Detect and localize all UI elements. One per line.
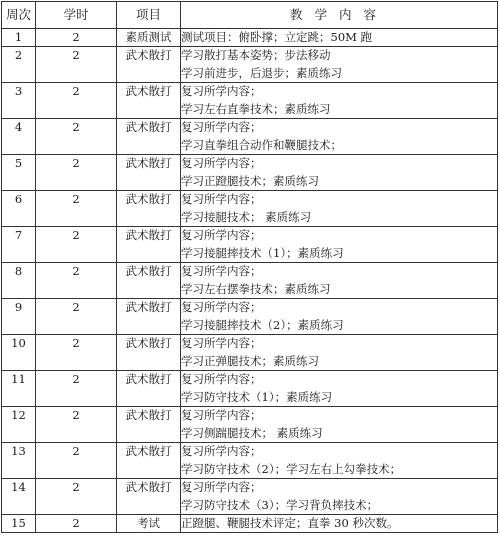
content-line: 复习所学内容； bbox=[181, 300, 262, 314]
week-cell: 4 bbox=[2, 119, 36, 155]
content-line: 正蹬腿、鞭腿技术评定；直拳 30 秒次数。 bbox=[181, 516, 399, 530]
table-row bbox=[2, 335, 498, 371]
project-cell: 武术散打 bbox=[117, 443, 181, 479]
project-cell: 武术散打 bbox=[117, 83, 181, 119]
content-line: 学习防守技术（2）；学习左右上勾拳技术； bbox=[181, 462, 402, 476]
content-line: 学习接腿摔技术（2）；素质练习 bbox=[181, 318, 344, 332]
content-line: 学习接腿技术； 素质练习 bbox=[181, 210, 312, 224]
project-cell: 武术散打 bbox=[117, 371, 181, 407]
table-row bbox=[2, 83, 498, 119]
hours-cell: 2 bbox=[36, 119, 117, 155]
content-cell bbox=[181, 155, 498, 191]
week-cell: 7 bbox=[2, 227, 36, 263]
table-row bbox=[2, 47, 498, 83]
week-cell: 8 bbox=[2, 263, 36, 299]
table-row bbox=[2, 479, 498, 515]
content-line: 学习防守技术（1）；素质练习 bbox=[181, 390, 333, 404]
project-cell: 武术散打 bbox=[117, 407, 181, 443]
content-line: 复习所学内容； bbox=[181, 336, 262, 350]
table-row bbox=[2, 443, 498, 479]
table-header-row bbox=[2, 2, 498, 29]
table-row bbox=[2, 263, 498, 299]
table-row bbox=[2, 299, 498, 335]
content-line: 学习接腿摔技术（1）；素质练习 bbox=[181, 246, 344, 260]
content-cell bbox=[181, 227, 498, 263]
hours-cell: 2 bbox=[36, 227, 117, 263]
hours-cell: 2 bbox=[36, 515, 117, 533]
hours-cell: 2 bbox=[36, 263, 117, 299]
table-row bbox=[2, 515, 498, 533]
project-cell: 武术散打 bbox=[117, 479, 181, 515]
content-cell bbox=[181, 335, 498, 371]
content-line: 学习防守技术（3）；学习背负摔技术； bbox=[181, 498, 379, 512]
table-row bbox=[2, 155, 498, 191]
content-line: 学习正蹬腿技术；素质练习 bbox=[181, 174, 319, 188]
content-line: 学习侧踹腿技术； 素质练习 bbox=[181, 426, 323, 440]
hours-cell: 2 bbox=[36, 47, 117, 83]
hours-cell: 2 bbox=[36, 29, 117, 47]
content-line: 学习正弹腿技术；素质练习 bbox=[181, 354, 319, 368]
header-week: 周次 bbox=[2, 2, 36, 29]
content-line: 学习散打基本姿势；步法移动 bbox=[181, 48, 331, 62]
hours-cell: 2 bbox=[36, 155, 117, 191]
content-line: 复习所学内容； bbox=[181, 480, 262, 494]
project-cell: 武术散打 bbox=[117, 263, 181, 299]
project-cell: 武术散打 bbox=[117, 227, 181, 263]
content-line: 复习所学内容； bbox=[181, 120, 262, 134]
hours-cell: 2 bbox=[36, 83, 117, 119]
table-body bbox=[2, 29, 498, 533]
content-line: 学习前进步，后退步；素质练习 bbox=[181, 66, 342, 80]
hours-cell: 2 bbox=[36, 299, 117, 335]
content-cell bbox=[181, 83, 498, 119]
content-line: 测试项目：俯卧撑；立定跳；50M 跑 bbox=[181, 30, 373, 44]
content-cell bbox=[181, 299, 498, 335]
table-row bbox=[2, 227, 498, 263]
project-cell: 考试 bbox=[117, 515, 181, 533]
week-cell: 9 bbox=[2, 299, 36, 335]
project-cell: 武术散打 bbox=[117, 119, 181, 155]
week-cell: 12 bbox=[2, 407, 36, 443]
table-row bbox=[2, 371, 498, 407]
content-cell bbox=[181, 47, 498, 83]
content-cell bbox=[181, 515, 498, 533]
content-cell bbox=[181, 29, 498, 47]
week-cell: 1 bbox=[2, 29, 36, 47]
hours-cell: 2 bbox=[36, 191, 117, 227]
project-cell: 武术散打 bbox=[117, 191, 181, 227]
content-cell bbox=[181, 263, 498, 299]
content-cell bbox=[181, 479, 498, 515]
week-cell: 14 bbox=[2, 479, 36, 515]
hours-cell: 2 bbox=[36, 479, 117, 515]
content-cell bbox=[181, 191, 498, 227]
content-line: 复习所学内容； bbox=[181, 228, 262, 242]
hours-cell: 2 bbox=[36, 407, 117, 443]
hours-cell: 2 bbox=[36, 335, 117, 371]
content-cell bbox=[181, 407, 498, 443]
week-cell: 11 bbox=[2, 371, 36, 407]
table-row bbox=[2, 29, 498, 47]
project-cell: 武术散打 bbox=[117, 299, 181, 335]
week-cell: 13 bbox=[2, 443, 36, 479]
content-line: 复习所学内容； bbox=[181, 372, 262, 386]
project-cell: 武术散打 bbox=[117, 47, 181, 83]
content-cell bbox=[181, 119, 498, 155]
table-row bbox=[2, 119, 498, 155]
content-cell bbox=[181, 371, 498, 407]
header-project: 项目 bbox=[117, 2, 181, 29]
header-content: 教学内容 bbox=[181, 2, 498, 29]
week-cell: 15 bbox=[2, 515, 36, 533]
week-cell: 6 bbox=[2, 191, 36, 227]
content-line: 学习左右直拳技术；素质练习 bbox=[181, 102, 331, 116]
week-cell: 2 bbox=[2, 47, 36, 83]
week-cell: 5 bbox=[2, 155, 36, 191]
content-line: 复习所学内容； bbox=[181, 192, 262, 206]
week-cell: 3 bbox=[2, 83, 36, 119]
content-line: 复习所学内容； bbox=[181, 408, 262, 422]
content-cell bbox=[181, 443, 498, 479]
week-cell: 10 bbox=[2, 335, 36, 371]
project-cell: 武术散打 bbox=[117, 155, 181, 191]
project-cell: 素质测试 bbox=[117, 29, 181, 47]
content-line: 复习所学内容； bbox=[181, 156, 262, 170]
hours-cell: 2 bbox=[36, 371, 117, 407]
content-line: 复习所学内容； bbox=[181, 84, 262, 98]
project-cell: 武术散打 bbox=[117, 335, 181, 371]
table-row bbox=[2, 191, 498, 227]
content-line: 学习左右摆拳技术；素质练习 bbox=[181, 282, 331, 296]
content-line: 学习直拳组合动作和鞭腿技术； bbox=[181, 138, 342, 152]
content-line: 复习所学内容； bbox=[181, 264, 262, 278]
header-hours: 学时 bbox=[36, 2, 117, 29]
content-line: 复习所学内容； bbox=[181, 444, 262, 458]
table-row bbox=[2, 407, 498, 443]
hours-cell: 2 bbox=[36, 443, 117, 479]
teaching-schedule-table bbox=[1, 1, 498, 533]
